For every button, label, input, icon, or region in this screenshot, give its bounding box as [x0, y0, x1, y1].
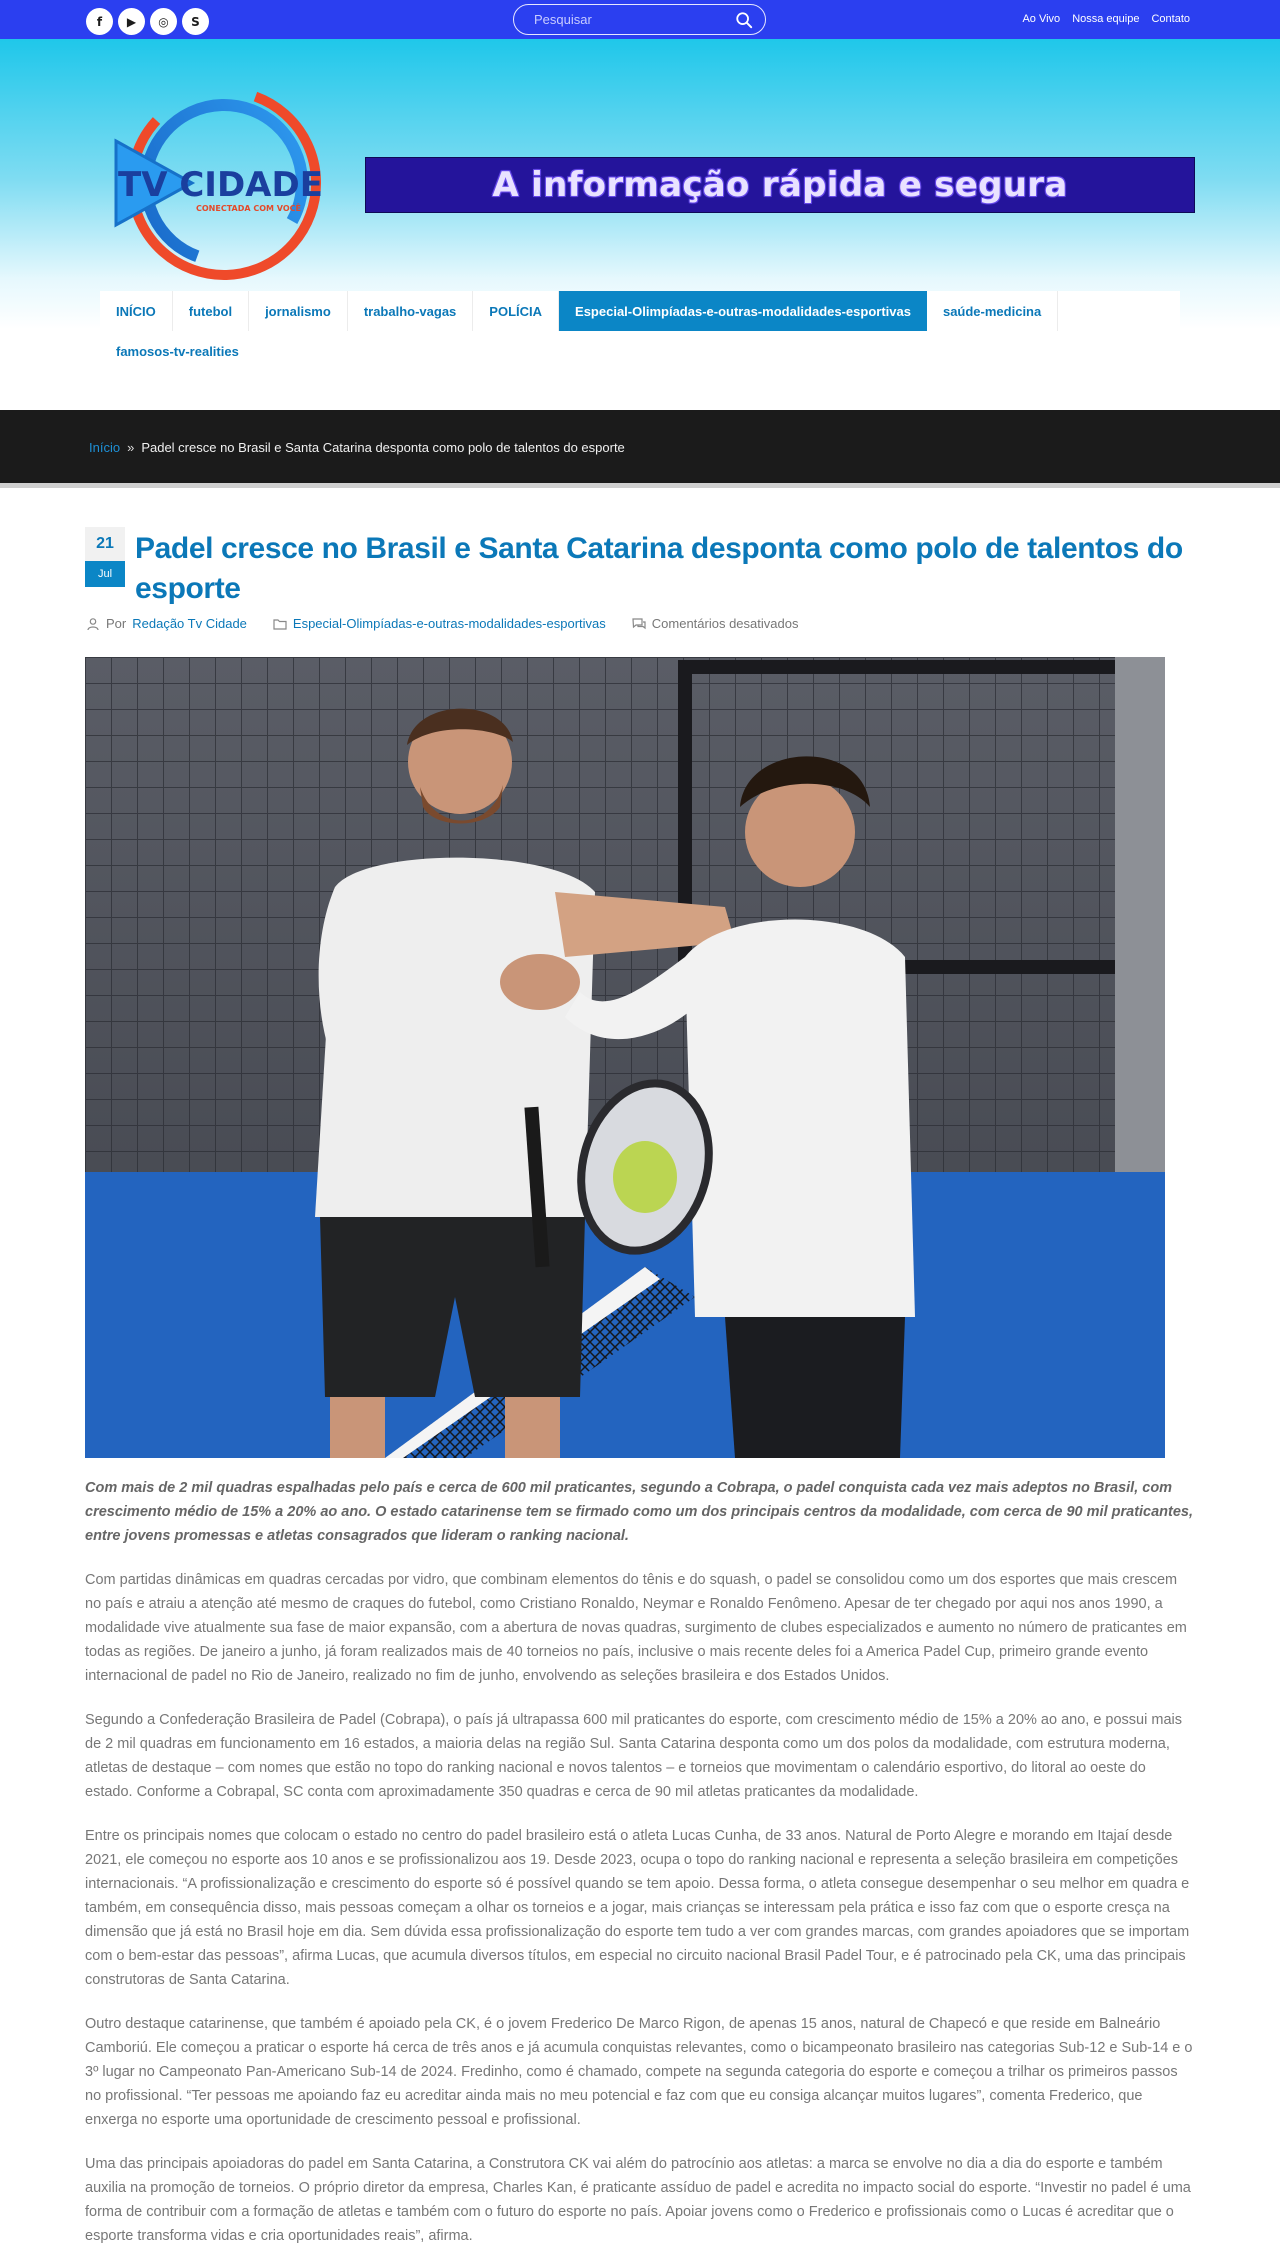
header-banner	[365, 157, 1195, 213]
banner-text: A informação rápida e segura	[492, 165, 1068, 205]
breadcrumb	[89, 440, 625, 455]
breadcrumb-separator: »	[127, 440, 135, 455]
breadcrumb-bar	[0, 410, 1280, 488]
user-icon	[86, 617, 100, 631]
article-lead: Com mais de 2 mil quadras espalhadas pelo país e cerca de 600 mil praticantes, segundo a Cobrapa, o padel conquista cada vez mais adeptos no Brasil, com crescimento médio de 15% a 20% ao ano. O estado catarinense tem se firmado como um dos principais centros da modalidade, com cerca de 90 mil praticantes, entre jovens promessas e atletas consagrados que lideram o ranking nacional.	[85, 1480, 1194, 1544]
article-title: Padel cresce no Brasil e Santa Catarina desponta como polo de talentos do esporte	[135, 532, 1183, 605]
article-paragraph: Outro destaque catarinense, que também é apoiado pela CK, é o jovem Frederico De Marco Rigon, de apenas 15 anos, natural de Chapecó e que reside em Balneário Camboriú. Ele começou a praticar o esporte há cerca de três anos e já acumula conquistas relevantes, como o bicampeonato brasileiro nas categorias Sub-12 e Sub-14 e o 3º lugar no Campeonato Pan-Americano Sub-14 de 2024. Fredinho, como é chamado, compete na segunda categoria do esporte e começou a trilhar os primeiros passos no profissional. “Ter pessoas me apoiando faz eu acreditar ainda mais no meu potencial e faz com que eu consiga alcançar muitos lugares”, comenta Frederico, que enxerga no esporte uma oportunidade de crescimento pessoal e profissional.	[85, 2016, 1193, 2128]
breadcrumb-home[interactable]: Início	[89, 440, 121, 455]
article-meta	[86, 616, 798, 631]
youtube-icon[interactable]: ▶	[118, 8, 145, 35]
logo-tagline: CONECTADA COM VOCÊ	[196, 204, 301, 213]
facebook-icon[interactable]: f	[86, 8, 113, 35]
article-paragraph: Com partidas dinâmicas em quadras cercadas por vidro, que combinam elementos do tênis e do squash, o padel se consolidou como um dos esportes que mais crescem no país e atraiu a atenção até mesmo de craques do futebol, como Cristiano Ronaldo, Neymar e Ronaldo Fenômeno. Apesar de ter chegado por aqui nos anos 1990, a modalidade vive atualmente sua fase de maior expansão, com a abertura de novas quadras, surgimento de clubes especializados e aumento no número de praticantes em todas as regiões. De janeiro a junho, já foram realizados mais de 40 torneios no país, inclusive o mais recente deles foi a America Padel Cup, primeiro grande evento internacional de padel no Rio de Janeiro, realizado no fim de junho, envolvendo as seleções brasileira e dos Estados Unidos.	[85, 1572, 1187, 1684]
logo-text: TV CIDADE	[118, 165, 323, 205]
nav-item-policia[interactable]: POLÍCIA	[473, 291, 559, 331]
meta-author-link[interactable]: Redação Tv Cidade	[132, 616, 247, 631]
instagram-icon[interactable]: ◎	[150, 8, 177, 35]
nav-item-especial-olimpiadas[interactable]: Especial-Olimpíadas-e-outras-modalidades-esportivas	[559, 291, 927, 331]
article-photo	[85, 657, 1165, 1458]
post-date	[85, 527, 125, 587]
nav-item-jornalismo[interactable]: jornalismo	[249, 291, 348, 331]
comments-icon	[632, 617, 646, 631]
article-paragraph: Entre os principais nomes que colocam o estado no centro do padel brasileiro está o atleta Lucas Cunha, de 33 anos. Natural de Porto Alegre e morando em Itajaí desde 2021, ele começou no esporte aos 10 anos e se profissionalizou aos 19. Desde 2023, ocupa o topo do ranking nacional e representa a seleção brasileira em competições internacionais. “A profissionalização e crescimento do esporte só é possível quando se tem apoio. Dessa forma, o atleta consegue desempenhar o seu melhor em quadra e também, em consequência disso, mais pessoas começam a olhar os torneios e a jogar, mais crianças se interessam pela prática e isso faz com que o esporte cresça na dimensão que já está no Brasil hoje em dia. Sem dúvida essa profissionalização do esporte tem tudo a ver com grandes marcas, com grandes apoiadores que se importam com o bem-estar das pessoas”, afirma Lucas, que acumula diversos títulos, em especial no circuito nacional Brasil Padel Tour, e é patrocinado pela CK, uma das principais construtoras de Santa Catarina.	[85, 1828, 1190, 1988]
search-box	[513, 4, 766, 35]
site-logo[interactable]	[108, 83, 346, 283]
social-links	[86, 8, 209, 35]
meta-by: Por	[106, 616, 127, 631]
meta-comments: Comentários desativados	[651, 616, 799, 631]
search-icon[interactable]	[735, 11, 753, 29]
skype-icon[interactable]: S	[182, 8, 209, 35]
search-input[interactable]	[514, 5, 724, 34]
nav-item-trabalho-vagas[interactable]: trabalho-vagas	[348, 291, 473, 331]
meta-category-link[interactable]: Especial-Olimpíadas-e-outras-modalidades-esportivas	[292, 616, 606, 631]
folder-icon	[273, 617, 287, 631]
nav-item-futebol[interactable]: futebol	[173, 291, 249, 331]
nav-item-famosos[interactable]: famosos-tv-realities	[116, 343, 239, 359]
breadcrumb-current: Padel cresce no Brasil e Santa Catarina desponta como polo de talentos do esporte	[141, 440, 625, 455]
post-date-month: Jul	[85, 561, 125, 587]
link-ao-vivo[interactable]: Ao Vivo	[1022, 13, 1061, 25]
nav-item-inicio[interactable]: INÍCIO	[100, 291, 173, 331]
top-bar	[0, 0, 1280, 39]
post-date-day: 21	[85, 527, 125, 561]
article-body	[85, 1476, 1195, 2268]
nav-item-saude-medicina[interactable]: saúde-medicina	[927, 291, 1058, 331]
top-links	[1022, 13, 1190, 25]
article-paragraph: Segundo a Confederação Brasileira de Padel (Cobrapa), o país já ultrapassa 600 mil praticantes do esporte, com crescimento médio de 15% a 20% ao ano, e possui mais de 2 mil quadras em funcionamento em 16 estados, a maioria delas na região Sul. Santa Catarina desponta como um dos polos da modalidade, com estrutura moderna, atletas de destaque – com nomes que estão no topo do ranking nacional e novos talentos – e torneios que movimentam o calendário esportivo, do litoral ao oeste do estado. Conforme a Cobrapal, SC conta com aproximadamente 350 quadras e cerca de 90 mil atletas praticantes da modalidade.	[85, 1712, 1182, 1800]
article-paragraph: Uma das principais apoiadoras do padel em Santa Catarina, a Construtora CK vai além do patrocínio aos atletas: a marca se envolve no dia a dia do esporte e também auxilia na promoção de torneios. O próprio diretor da empresa, Charles Kan, é praticante assíduo de padel e acredita no impacto social do esporte. “Investir no padel é uma forma de contribuir com a formação de atletas e também com o futuro do esporte no país. Apoiar jovens como o Frederico e profissionais como o Lucas é acreditar que o esporte transforma vidas e cria oportunidades reais”, afirma.	[85, 2156, 1191, 2244]
main-nav	[100, 291, 1180, 409]
link-contato[interactable]: Contato	[1151, 13, 1190, 25]
nav-row	[100, 291, 1180, 331]
nav-row	[100, 331, 1180, 371]
link-nossa-equipe[interactable]: Nossa equipe	[1072, 13, 1140, 25]
